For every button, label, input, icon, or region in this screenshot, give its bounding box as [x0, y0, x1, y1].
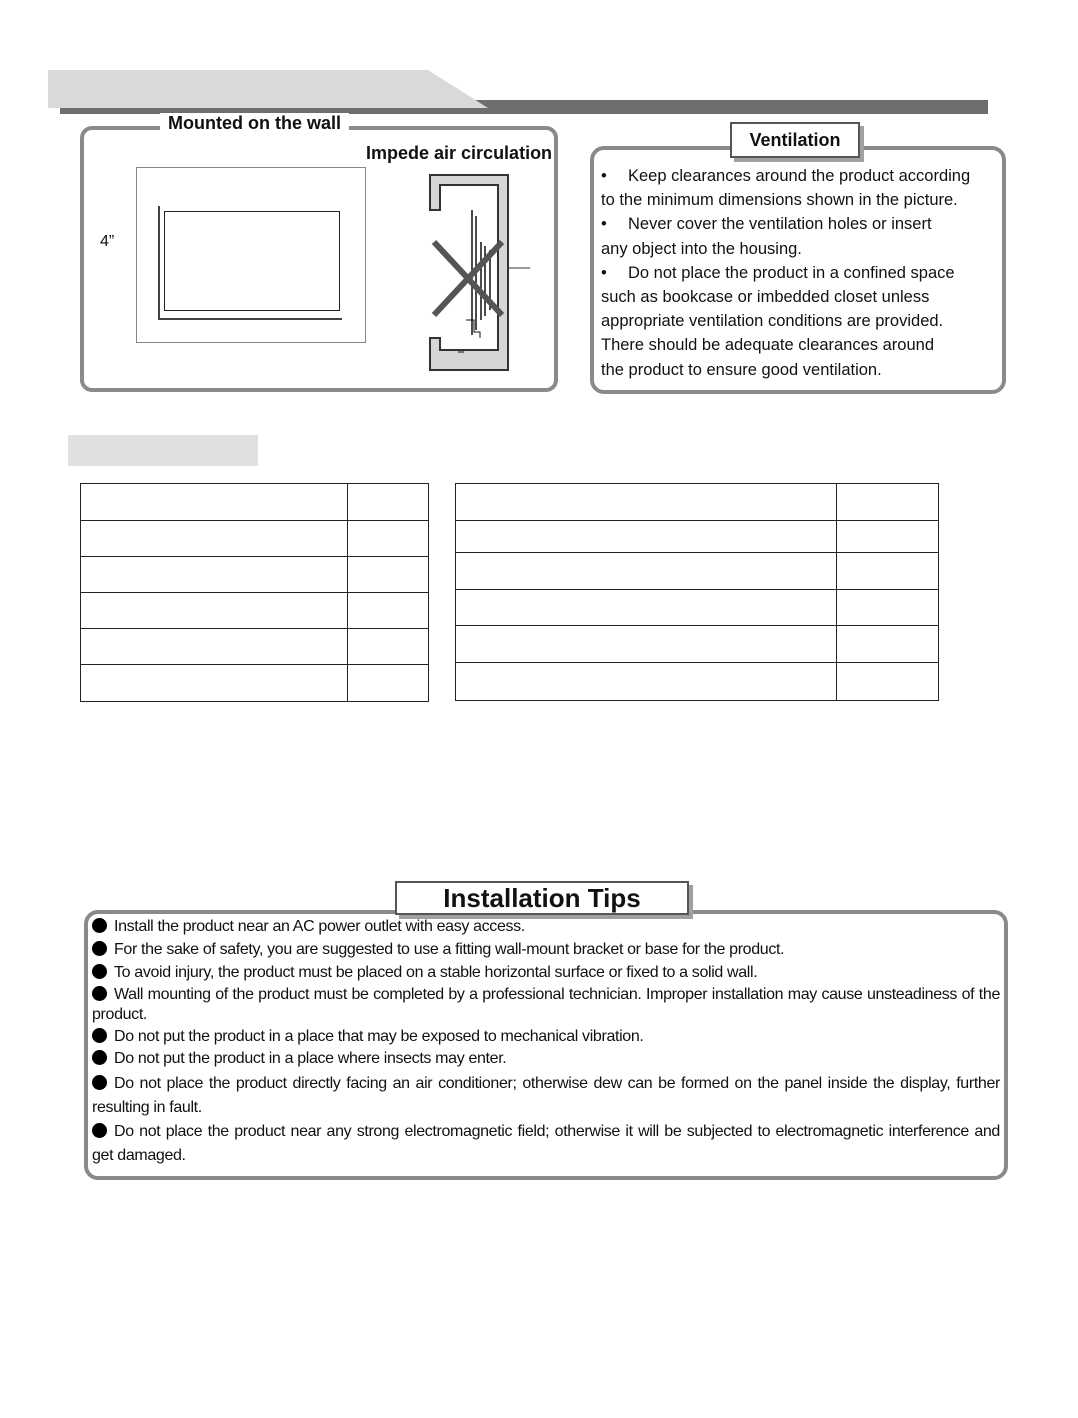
ventilation-line: to the minimum dimensions shown in the picture. — [601, 191, 958, 210]
installation-tips-list — [92, 916, 1000, 1168]
spec-table-right — [455, 483, 939, 701]
tip-item: Do not put the product in a place that may be exposed to mechanical vibration. — [92, 1027, 1000, 1047]
ventilation-title: Ventilation — [730, 122, 860, 158]
tip-item: To avoid injury, the product must be placed on a stable horizontal surface or fixed to a solid wall. — [92, 963, 1000, 983]
cabinet-diagram — [420, 170, 540, 380]
section-label-bar — [68, 435, 258, 466]
bullet-icon: • — [601, 215, 607, 234]
ventilation-line: • Never cover the ventilation holes or insert — [601, 212, 1001, 236]
bullet-icon: • — [601, 167, 607, 185]
bullet-icon — [92, 1123, 107, 1138]
bullet-icon — [92, 1050, 107, 1065]
wall-line-horizontal — [158, 318, 342, 320]
tip-item: Do not put the product in a place where insects may enter. — [92, 1049, 1000, 1069]
ventilation-line: such as bookcase or imbedded closet unless — [601, 288, 930, 307]
tip-item: Install the product near an AC power outlet with easy access. — [92, 917, 1000, 937]
bullet-icon — [92, 1028, 107, 1043]
bullet-icon — [92, 918, 107, 933]
spec-table-left — [80, 483, 429, 702]
tip-item: Do not place the product directly facing an air conditioner; otherwise dew can be formed on the panel inside the display, further resulting in fault. — [92, 1075, 1000, 1116]
ventilation-line: appropriate ventilation conditions are provided. — [601, 312, 944, 331]
impede-air-label: Impede air circulation — [366, 143, 553, 163]
tip-item: Do not place the product near any strong electromagnetic field; otherwise it will be subjected to electromagnetic interference and get damaged. — [92, 1123, 1000, 1164]
ventilation-line: There should be adequate clearances around — [601, 336, 934, 355]
display-outline — [164, 211, 340, 311]
clearance-label: 4” — [100, 233, 115, 250]
ventilation-text — [601, 164, 1001, 382]
ventilation-line: the product to ensure good ventilation. — [601, 360, 882, 379]
ventilation-line: • Keep clearances around the product according — [601, 164, 1001, 188]
mounted-section-title: Mounted on the wall — [160, 113, 349, 134]
bullet-icon — [92, 1075, 107, 1090]
stand-line — [466, 320, 480, 338]
tip-item: For the sake of safety, you are suggested to use a fitting wall-mount bracket or base for the product. — [92, 940, 1000, 960]
bullet-icon: • — [601, 263, 607, 282]
ventilation-line: • Do not place the product in a confined space — [601, 261, 1001, 285]
installation-tips-title: Installation Tips — [395, 881, 689, 915]
wall-line-vertical — [158, 206, 160, 318]
ventilation-line: any object into the housing. — [601, 239, 802, 258]
bullet-icon — [92, 964, 107, 979]
bullet-icon — [92, 986, 107, 1001]
cabinet-shape — [430, 175, 508, 370]
header-tab — [48, 70, 488, 108]
bullet-icon — [92, 941, 107, 956]
tip-item: Wall mounting of the product must be completed by a professional technician. Improper installation may cause unsteadiness of the product. — [92, 986, 1000, 1023]
